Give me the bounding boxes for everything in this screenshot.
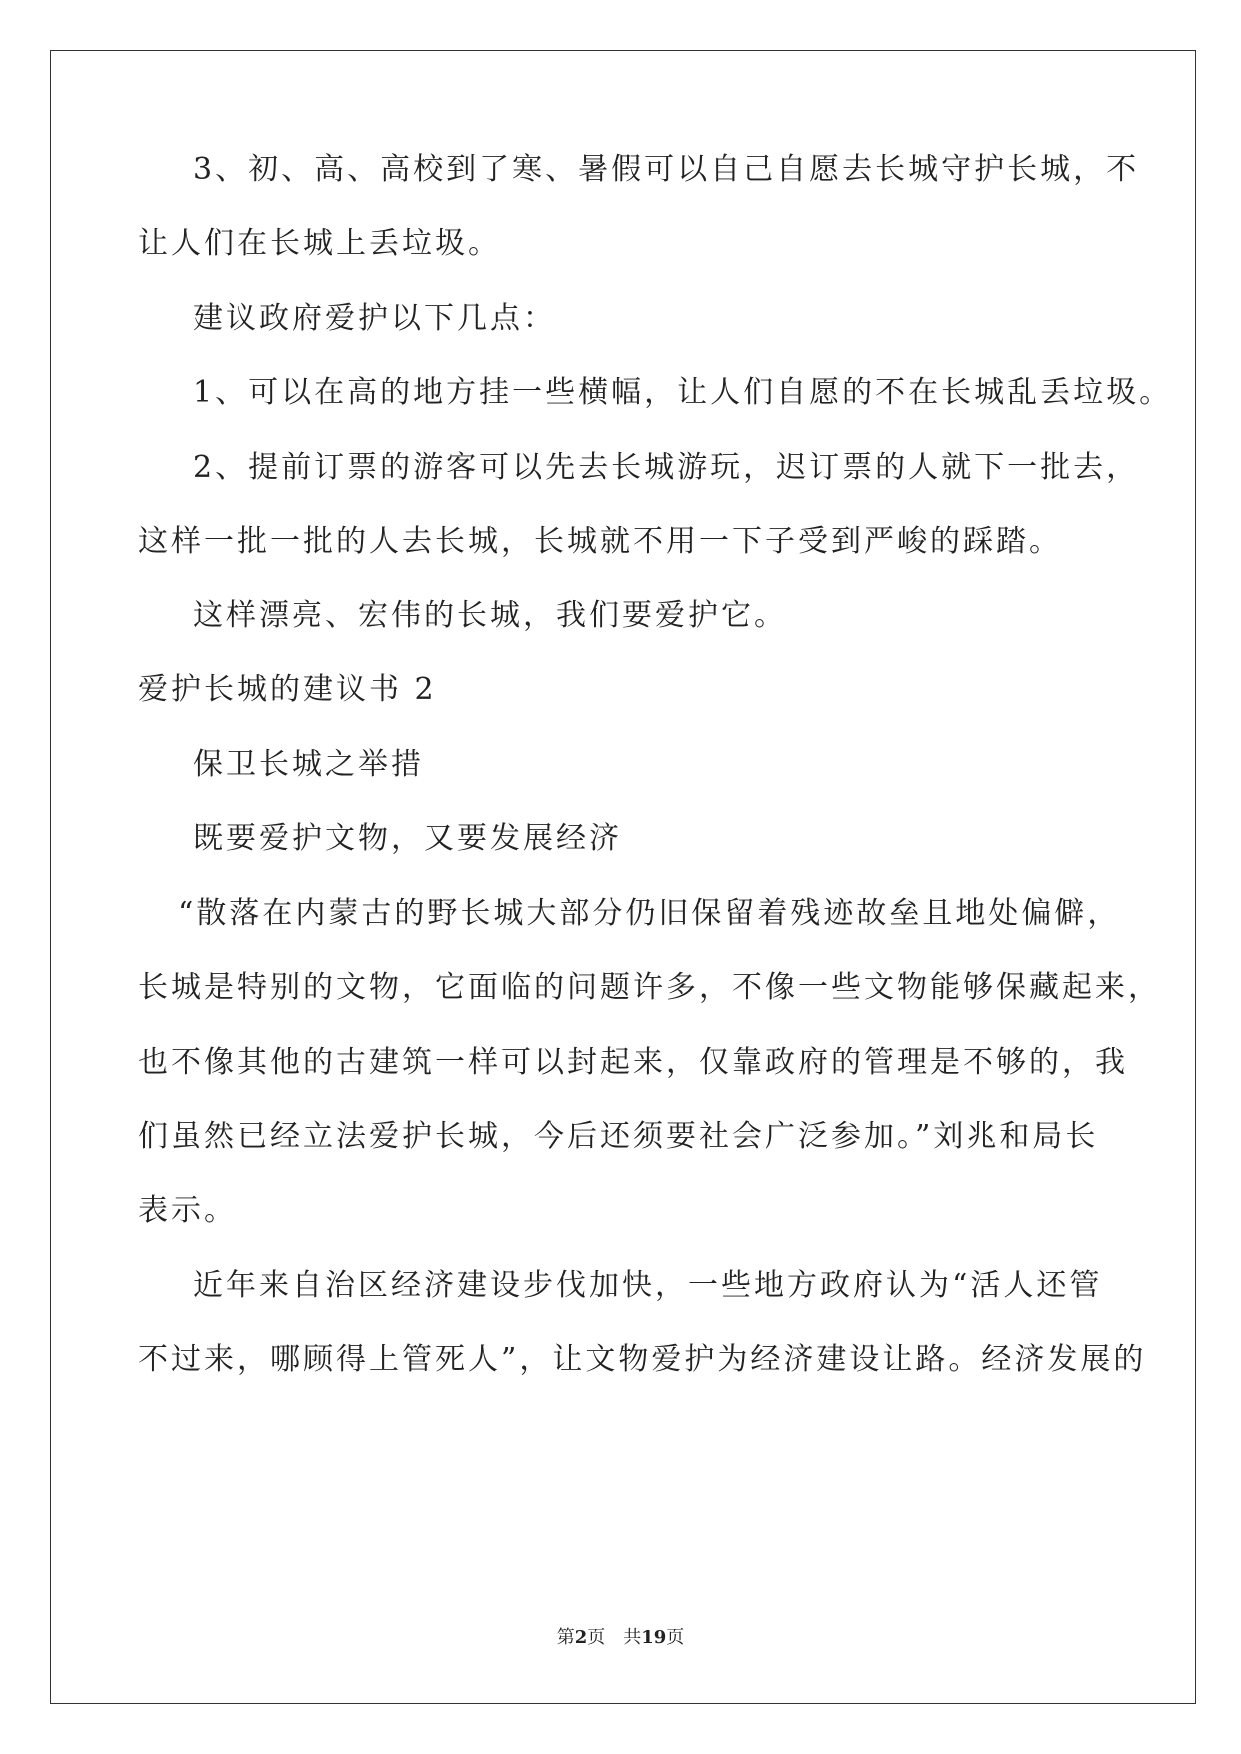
paragraph-line: 保卫长城之举措 [193,747,424,782]
paragraph-line: 既要爱护文物，又要发展经济 [193,821,622,856]
paragraph-line: “散落在内蒙古的野长城大部分仍旧保留着残迹故垒且地处偏僻， [178,896,1121,931]
page-label-suffix: 页 [587,1627,606,1648]
paragraph-line: 让人们在长城上丢垃圾。 [138,226,501,261]
page-footer [0,1626,1241,1650]
paragraph-line: 长城是特别的文物，它面临的问题许多，不像一些文物能够保藏起来， [138,970,1161,1005]
total-label-prefix: 共 [623,1627,642,1648]
paragraph-line: 表示。 [138,1193,237,1228]
page-label-prefix: 第 [556,1627,575,1648]
paragraph-line: 也不像其他的古建筑一样可以封起来，仅靠政府的管理是不够的，我 [138,1045,1128,1080]
paragraph-line: 近年来自治区经济建设步伐加快，一些地方政府认为“活人还管 [193,1268,1103,1303]
paragraph-line: 们虽然已经立法爱护长城，今后还须要社会广泛参加。”刘兆和局长 [138,1119,1099,1154]
paragraph-line: 不过来，哪顾得上管死人”，让文物爱护为经济建设让路。经济发展的 [138,1342,1147,1377]
paragraph-line: 3、初、高、高校到了寒、暑假可以自己自愿去长城守护长城，不 [193,152,1140,187]
page-number: 2 [574,1627,588,1648]
total-label-suffix: 页 [666,1627,685,1648]
paragraph-line: 建议政府爱护以下几点： [193,301,556,336]
section-heading: 爱护长城的建议书 2 [138,672,437,707]
total-pages: 19 [641,1627,667,1648]
paragraph-line: 这样一批一批的人去长城，长城就不用一下子受到严峻的踩踏。 [138,524,1062,559]
paragraph-line: 这样漂亮、宏伟的长城，我们要爱护它。 [193,598,787,633]
paragraph-line: 1、可以在高的地方挂一些横幅，让人们自愿的不在长城乱丢垃圾。 [193,375,1173,410]
paragraph-line: 2、提前订票的游客可以先去长城游玩，迟订票的人就下一批去， [193,450,1140,485]
